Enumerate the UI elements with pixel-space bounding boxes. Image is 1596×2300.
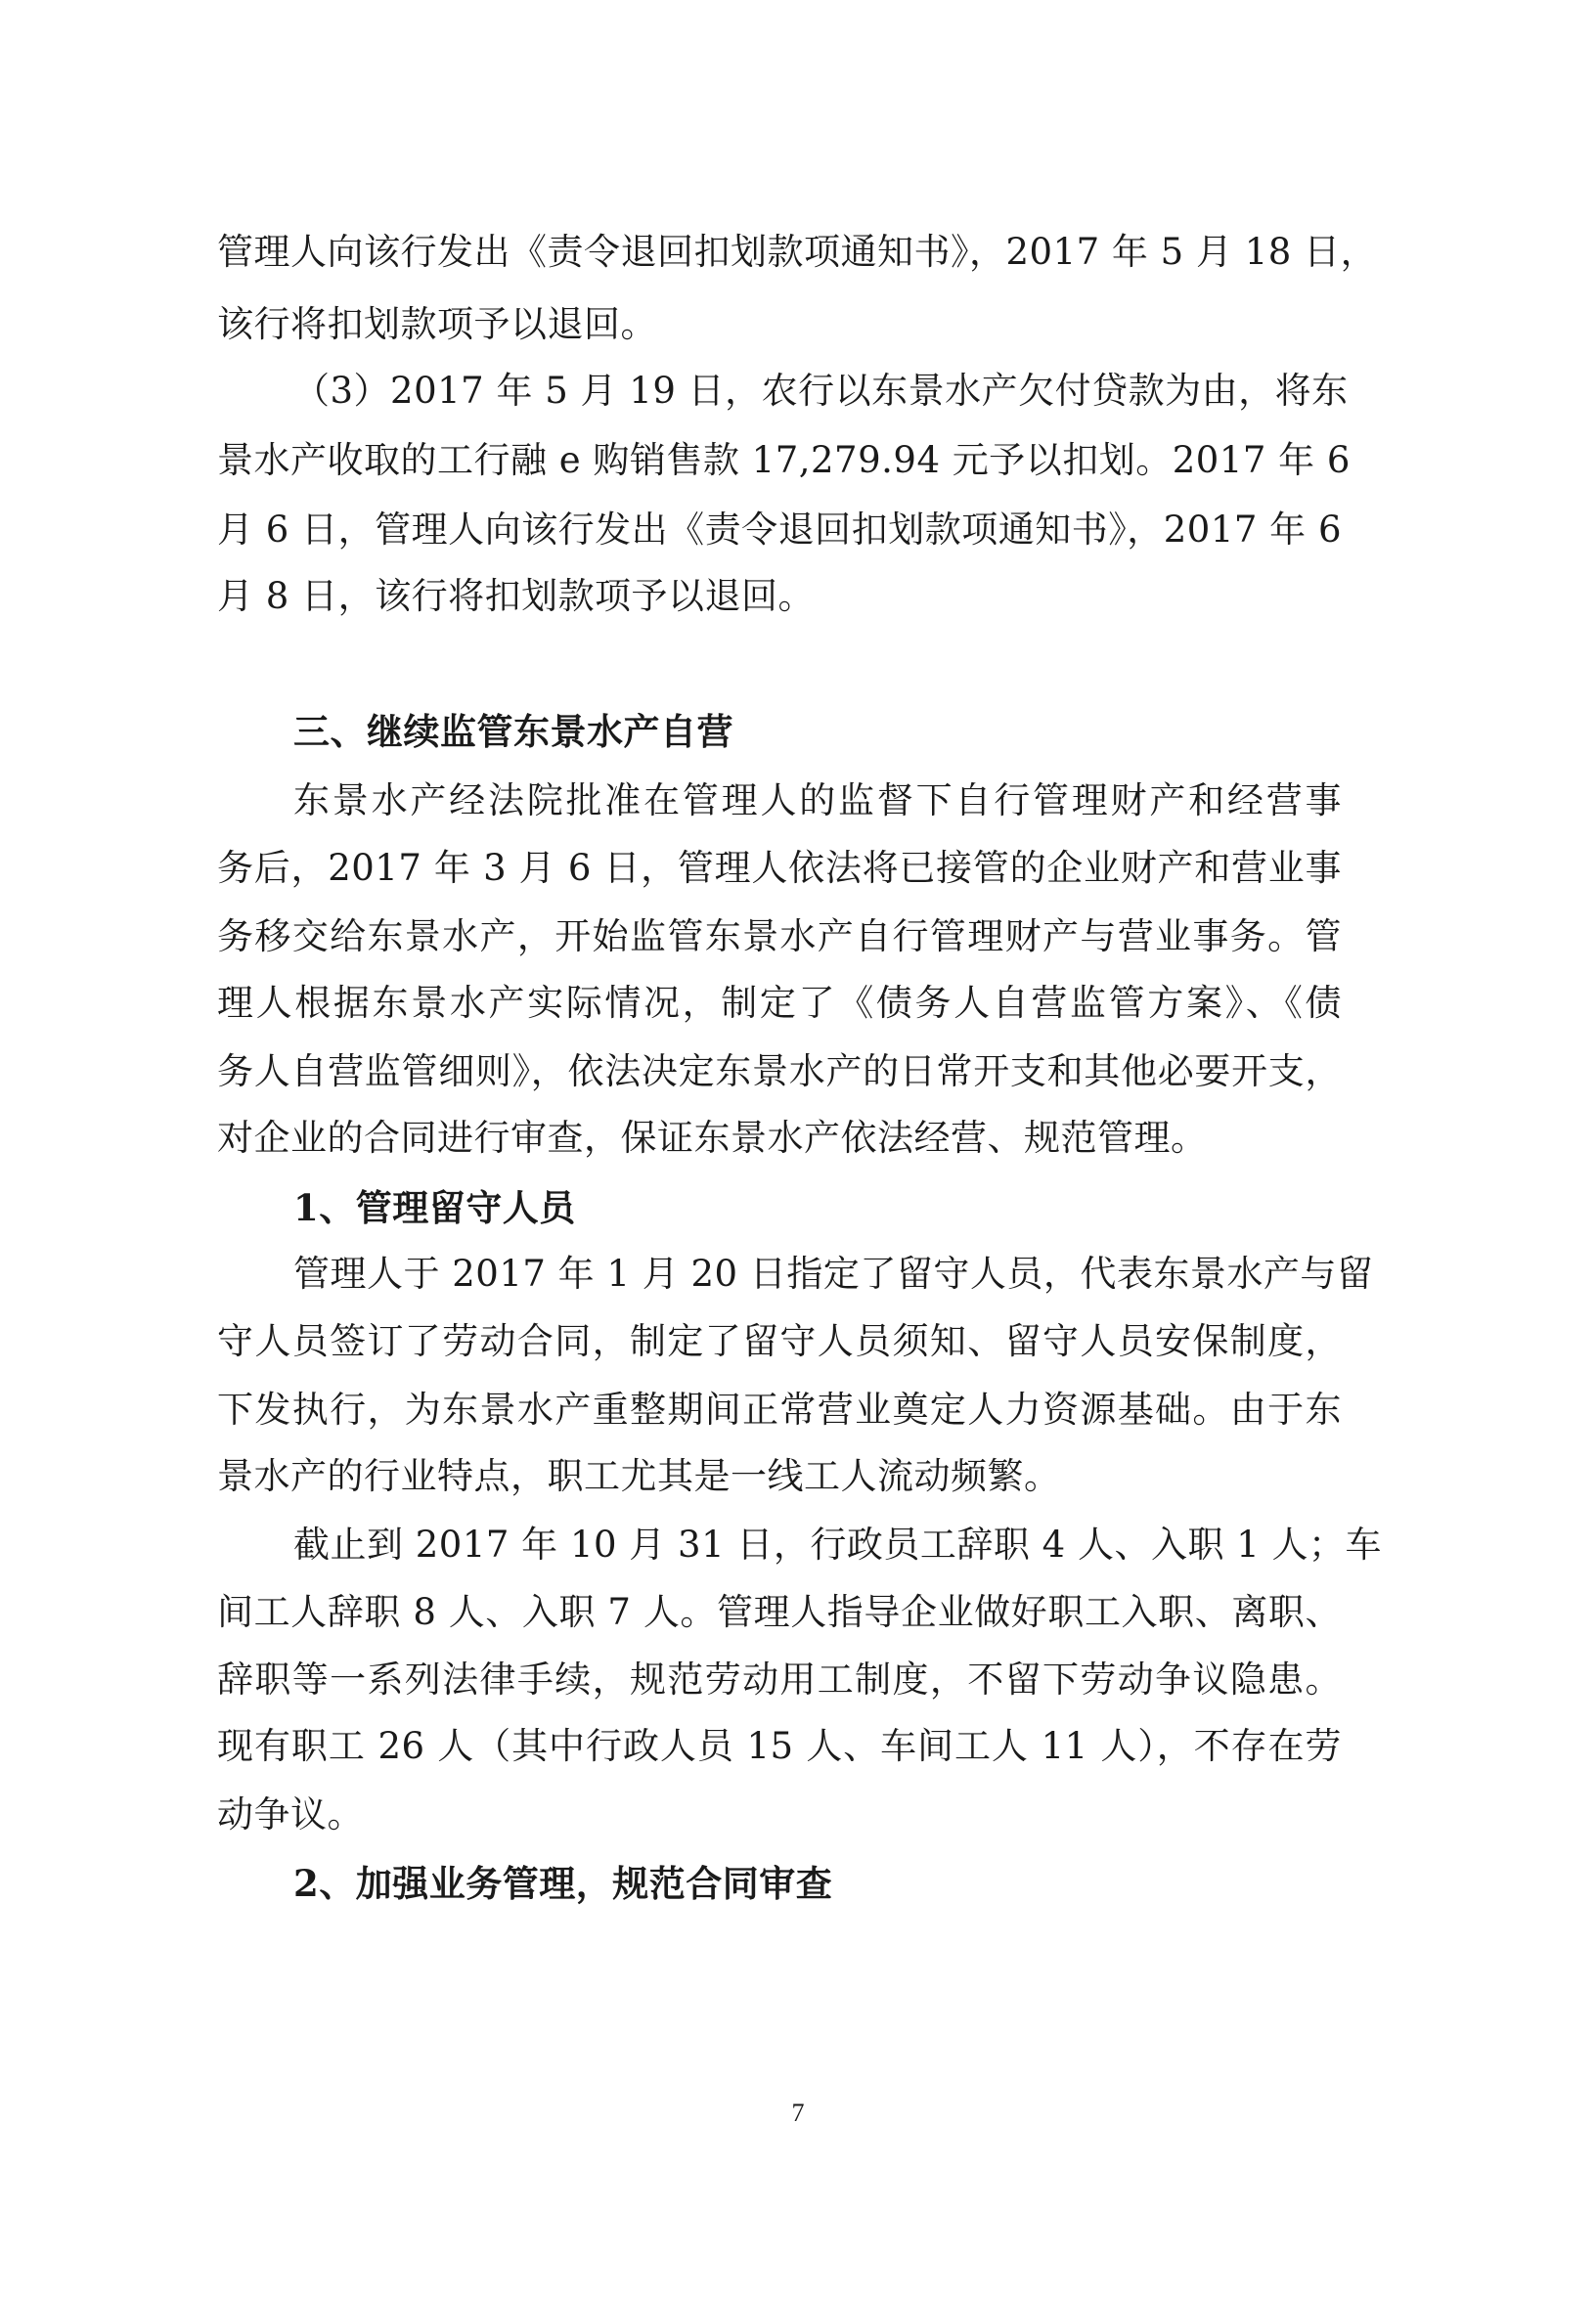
text-line: 理人根据东景水产实际情况，制定了《债务人自营监管方案》、《债: [217, 982, 1342, 1024]
text-line: 守人员签订了劳动合同，制定了留守人员须知、留守人员安保制度，: [217, 1320, 1342, 1362]
text-line: 该行将扣划款项予以退回。: [217, 303, 657, 345]
text-line: 辞职等一系列法律手续，规范劳动用工制度，不留下劳动争议隐患。: [217, 1659, 1342, 1701]
text-line: 下发执行，为东景水产重整期间正常营业奠定人力资源基础。由于东: [217, 1389, 1342, 1431]
text-line: 动争议。: [217, 1793, 364, 1836]
subsection-heading: 1、管理留守人员: [293, 1186, 576, 1229]
text-line: 务移交给东景水产，开始监管东景水产自行管理财产与营业事务。管: [217, 915, 1342, 957]
text-line: 景水产收取的工行融 e 购销售款 17,279.94 元予以扣划。2017 年 6: [217, 439, 1351, 481]
text-line: 务后，2017 年 3 月 6 日，管理人依法将已接管的企业财产和营业事: [217, 847, 1342, 889]
text-line: 现有职工 26 人（其中行政人员 15 人、车间工人 11 人），不存在劳: [217, 1725, 1342, 1767]
text-line: 月 8 日，该行将扣划款项予以退回。: [217, 575, 816, 617]
text-line: 东景水产经法院批准在管理人的监督下自行管理财产和经营事: [293, 779, 1342, 821]
text-line: 间工人辞职 8 人、入职 7 人。管理人指导企业做好职工入职、离职、: [217, 1591, 1342, 1633]
text-line: 月 6 日，管理人向该行发出《责令退回扣划款项通知书》，2017 年 6: [217, 509, 1342, 551]
text-line: 管理人向该行发出《责令退回扣划款项通知书》，2017 年 5 月 18 日，: [217, 231, 1378, 273]
text-line: 截止到 2017 年 10 月 31 日，行政员工辞职 4 人、入职 1 人；车: [293, 1524, 1383, 1566]
text-line: （3）2017 年 5 月 19 日，农行以东景水产欠付贷款为由，将东: [293, 370, 1349, 412]
subsection-heading: 2、加强业务管理，规范合同审查: [293, 1862, 833, 1905]
page-number: 7: [791, 2099, 805, 2127]
text-line: 景水产的行业特点，职工尤其是一线工人流动频繁。: [217, 1455, 1061, 1497]
section-heading: 三、继续监管东景水产自营: [293, 710, 733, 753]
text-line: 管理人于 2017 年 1 月 20 日指定了留守人员，代表东景水产与留: [293, 1253, 1374, 1295]
text-line: 对企业的合同进行审查，保证东景水产依法经营、规范管理。: [217, 1117, 1208, 1159]
text-line: 务人自营监管细则》，依法决定东景水产的日常开支和其他必要开支，: [217, 1050, 1342, 1092]
